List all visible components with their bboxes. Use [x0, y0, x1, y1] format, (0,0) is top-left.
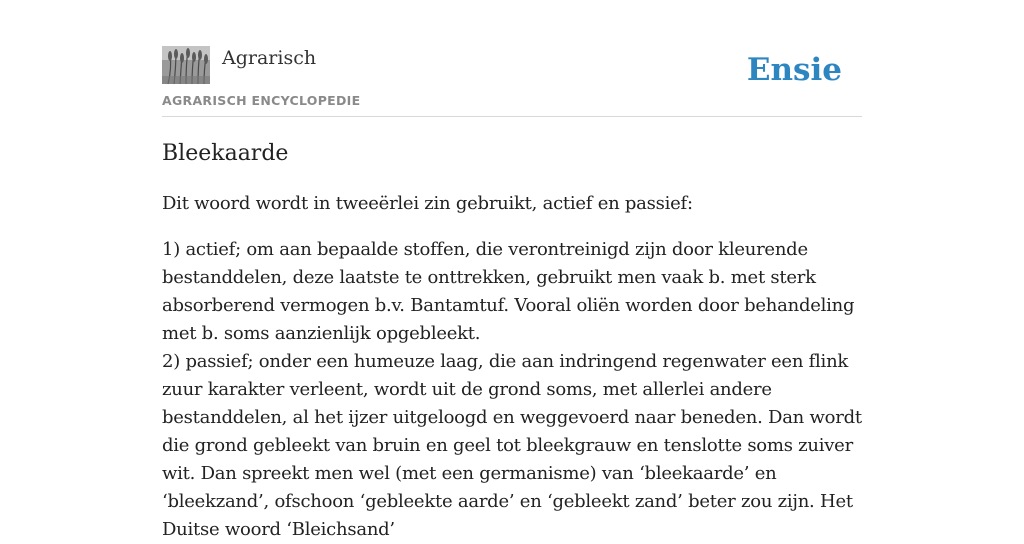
- article: [162, 138, 866, 544]
- article-point-2: 2) passief; onder een humeuze laag, die aan indringend regenwater een flink zuur karakter verleent, wordt uit de grond soms, met allerlei andere bestanddelen, al het ijzer uitgeloogd en weggevoerd naar beneden. Dan wordt die grond gebleekt van bruin en geel tot bleekgrauw en tenslotte soms zuiver wit. Dan spreekt men wel (met een germanisme) van ‘bleekaarde’ en ‘bleekzand’, ofschoon ‘gebleekte aarde’ en ‘gebleekt zand’ beter zou zijn. Het Duitse woord ‘Bleichsand’: [162, 351, 862, 540]
- site-subtitle[interactable]: AGRARISCH ENCYCLOPEDIE: [162, 93, 361, 108]
- article-intro: Dit woord wordt in tweeërlei zin gebruikt, actief en passief:: [162, 193, 693, 214]
- article-point-1: 1) actief; om aan bepaalde stoffen, die verontreinigd zijn door kleurende bestanddelen, deze laatste te onttrekken, gebruikt men vaak b. met sterk absorberend vermogen b.v. Bantamtuf. Vooral oliën worden door behandeling met b. soms aanzienlijk opgebleekt.: [162, 239, 855, 344]
- site-header: [162, 46, 862, 117]
- wheat-logo-icon[interactable]: [162, 46, 210, 84]
- site-name[interactable]: Agrarisch: [222, 47, 317, 69]
- article-title: Bleekaarde: [162, 141, 289, 166]
- brand-logo[interactable]: Ensie: [746, 52, 842, 88]
